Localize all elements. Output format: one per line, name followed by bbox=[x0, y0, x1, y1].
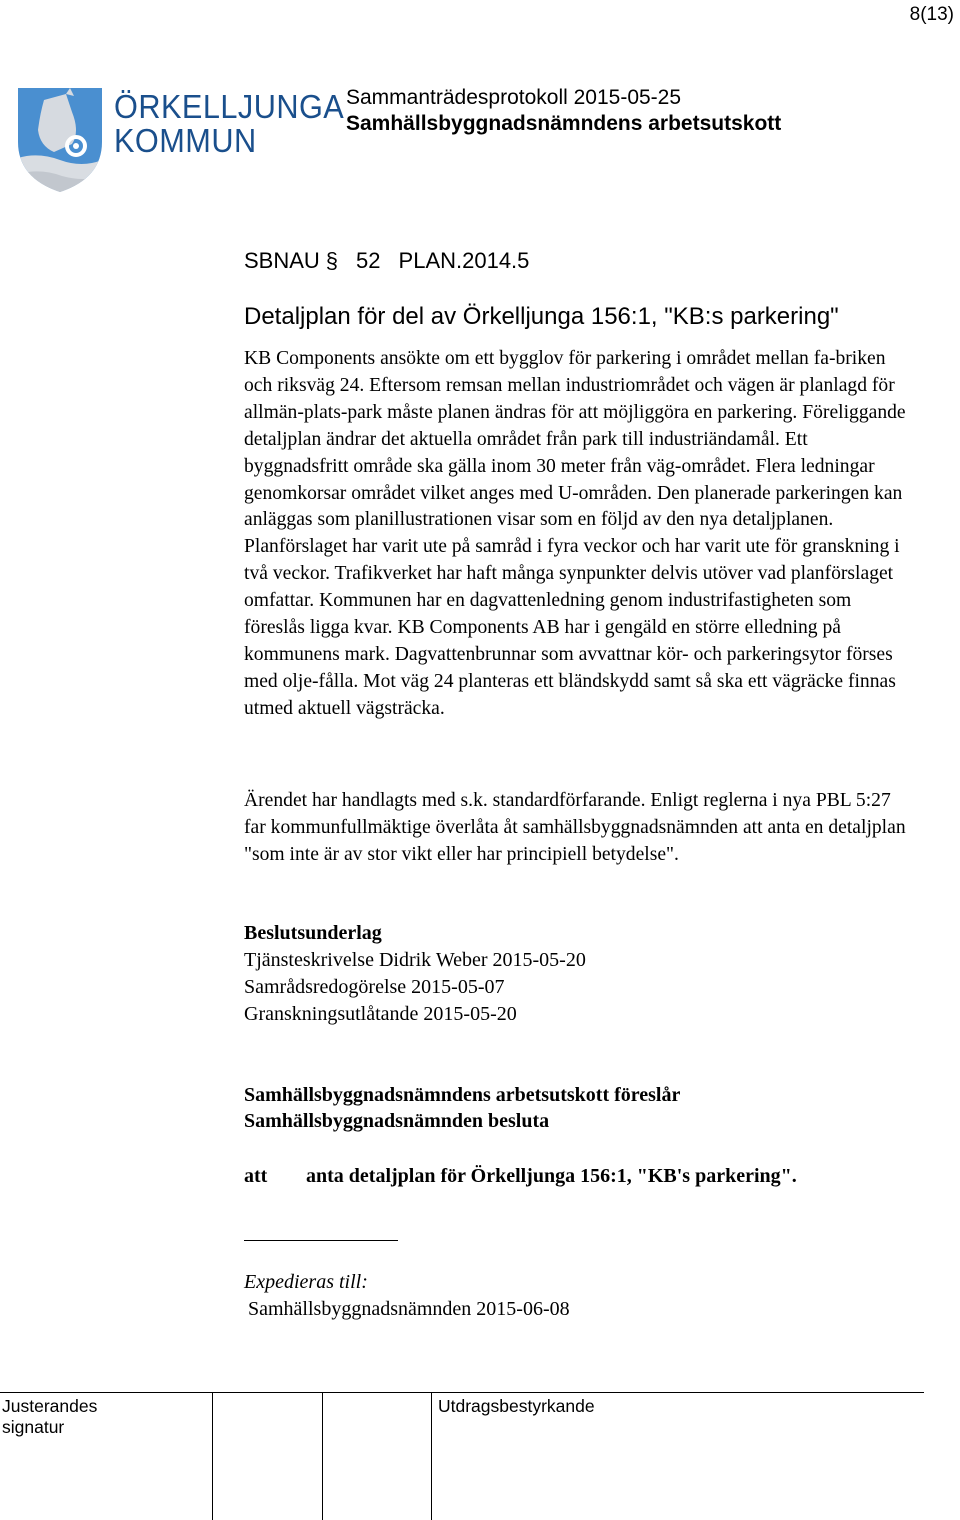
proposal-heading: Samhällsbyggnadsnämndens arbetsutskott föreslår bbox=[244, 1084, 681, 1106]
divider bbox=[244, 1240, 398, 1241]
case-body: SBNAU bbox=[244, 248, 320, 273]
underlag-item: Granskningsutlåtande 2015-05-20 bbox=[244, 1003, 517, 1025]
signature-box-divider bbox=[431, 1392, 432, 1520]
logo-text-line1: ÖRKELLJUNGA bbox=[114, 88, 345, 125]
case-reference bbox=[244, 248, 529, 274]
section-sign: § bbox=[325, 248, 339, 273]
page-number: 8(13) bbox=[909, 4, 954, 25]
footer-divider bbox=[0, 1392, 924, 1393]
body-paragraph: KB Components ansökte om ett bygglov för parkering i området mellan fa-briken och riksväg 24. Eftersom remsan mellan industriområdet och vägen är planlagd för allmän-plats-park måste planen ändras för att möjliggöra en parkering. Föreliggande detaljplan ändrar det aktuella området från park till industriändamål. Ett byggnadsfritt område ska gälla inom 30 meter från väg-området. Flera ledningar genomkorsar området vilket anges med U-områden. Den planerade parkeringen kan anläggas som planillustrationen visar som en följd av den nya detaljplanen. Planförslaget har varit ute på samråd i fyra veckor och har varit ute för granskning i två veckor. Trafikverket har haft många synpunkter delvis utöver vad planförslaget omfattar. Kommunen har en dagvattenledning genom industrifastigheten som föreslås ligga kvar. KB Components AB har i gengäld en större elledning på kommunens mark. Dagvattenbrunnar som avvattnar kör- och parkeringsytor förses med olje-fålla. Mot väg 24 planteras ett bländskydd samt så ska ett vägräcke finnas utmed aktuell vägsträcka. bbox=[244, 348, 906, 719]
footer-utdragsbestyrkande-label: Utdragsbestyrkande bbox=[438, 1396, 595, 1416]
proposal-subheading: Samhällsbyggnadsnämnden besluta bbox=[244, 1110, 550, 1132]
protocol-title: Sammanträdesprotokoll 2015-05-25 bbox=[346, 86, 682, 109]
signature-box-divider bbox=[212, 1392, 213, 1520]
decision-text: anta detaljplan för Örkelljunga 156:1, "KB's parkering". bbox=[306, 1165, 797, 1187]
body-paragraph: Ärendet har handlagts med s.k. standardförfarande. Enligt reglerna i nya PBL 5:27 far kommunfullmäktige överlåta åt samhällsbyggnadsnämnden att anta en detaljplan "som inte är av stor vikt eller har principiell betydelse". bbox=[244, 790, 906, 865]
case-diarienummer: PLAN.2014.5 bbox=[398, 248, 530, 273]
section-heading: Beslutsunderlag bbox=[244, 922, 382, 944]
municipality-logo bbox=[14, 82, 345, 194]
distribution-value: Samhällsbyggnadsnämnden 2015-06-08 bbox=[248, 1298, 570, 1320]
committee-name: Samhällsbyggnadsnämndens arbetsutskott bbox=[346, 112, 782, 135]
case-title: Detaljplan för del av Örkelljunga 156:1, "KB:s parkering" bbox=[244, 303, 839, 330]
case-number: 52 bbox=[356, 248, 381, 273]
footer-justerandes-label: Justerandes bbox=[2, 1396, 98, 1416]
municipal-coat-of-arms-icon bbox=[14, 82, 106, 194]
logo-text-line2: KOMMUN bbox=[114, 122, 257, 159]
signature-box-divider bbox=[322, 1392, 323, 1520]
decision-prefix: att bbox=[244, 1165, 268, 1187]
footer-signatur-label: signatur bbox=[2, 1417, 65, 1437]
underlag-item: Samrådsredogörelse 2015-05-07 bbox=[244, 976, 505, 998]
distribution-label: Expedieras till: bbox=[244, 1271, 368, 1293]
underlag-item: Tjänsteskrivelse Didrik Weber 2015-05-20 bbox=[244, 949, 586, 971]
